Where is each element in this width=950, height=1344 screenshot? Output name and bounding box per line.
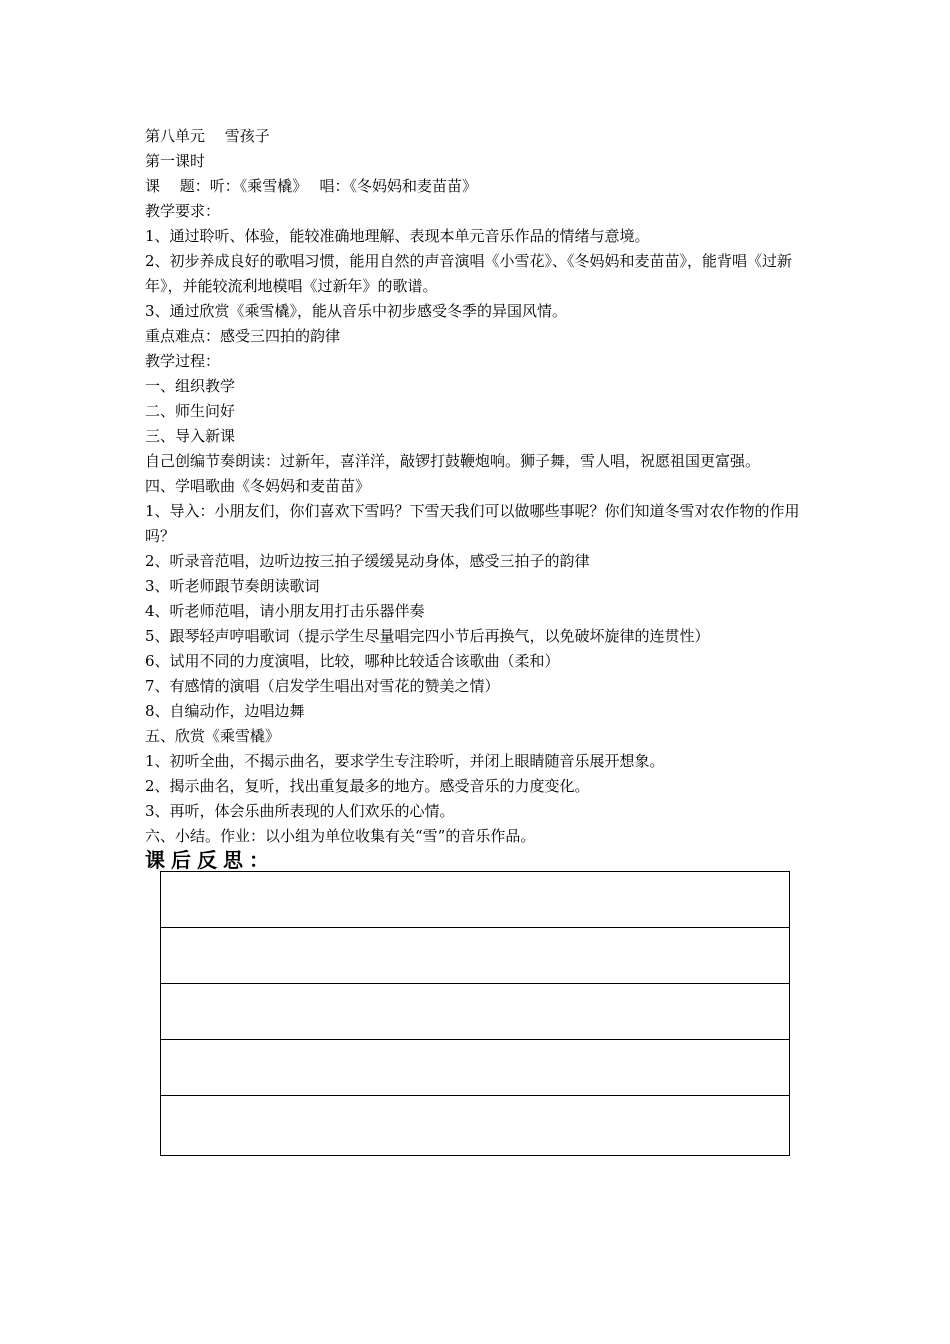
requirement-item: 1、通过聆听、体验，能较准确地理解、表现本单元音乐作品的情绪与意境。 bbox=[145, 227, 650, 245]
reflection-row bbox=[161, 872, 790, 928]
song-step-item: 3、听老师跟节奏朗读歌词 bbox=[145, 577, 320, 595]
song-step-item: 8、自编动作，边唱边舞 bbox=[145, 702, 305, 720]
reflection-row bbox=[161, 928, 790, 984]
song-step-item: 6、试用不同的力度演唱，比较，哪种比较适合该歌曲（柔和） bbox=[145, 652, 560, 670]
listening-step-item: 1、初听全曲，不揭示曲名，要求学生专注聆听，并闭上眼睛随音乐展开想象。 bbox=[145, 752, 665, 770]
process-step: 三、导入新课 bbox=[145, 427, 236, 445]
process-step: 二、师生问好 bbox=[145, 402, 236, 420]
song-step-item: 1、导入：小朋友们，你们喜欢下雪吗？下雪天我们可以做哪些事呢？你们知道冬雪对农作物的作用吗？ bbox=[145, 502, 800, 545]
listening-step-item: 2、揭示曲名，复听，找出重复最多的地方。感受音乐的力度变化。 bbox=[145, 777, 590, 795]
reflection-row bbox=[161, 984, 790, 1040]
key-difficulty: 重点难点：感受三四拍的韵律 bbox=[145, 327, 341, 345]
reflection-cell[interactable] bbox=[161, 872, 790, 928]
song-step-item: 4、听老师范唱，请小朋友用打击乐器伴奏 bbox=[145, 602, 425, 620]
song-step-item: 5、跟琴轻声哼唱歌词（提示学生尽量唱完四小节后再换气，以免破坏旋律的连贯性） bbox=[145, 627, 710, 645]
lesson-number: 第一课时 bbox=[145, 152, 206, 170]
unit-title: 第八单元 雪孩子 bbox=[145, 127, 270, 145]
reflection-row bbox=[161, 1040, 790, 1096]
requirement-item: 2、初步养成良好的歌唱习惯，能用自然的声音演唱《小雪花》、《冬妈妈和麦苗苗》，能背唱《过新年》，并能较流利地模唱《过新年》的歌谱。 bbox=[145, 252, 793, 295]
reflection-table bbox=[160, 871, 790, 1156]
section-heading-requirements: 教学要求： bbox=[145, 202, 221, 220]
reflection-cell[interactable] bbox=[161, 928, 790, 984]
process-step: 一、组织教学 bbox=[145, 377, 236, 395]
reflection-row bbox=[161, 1096, 790, 1156]
song-step-item: 2、听录音范唱，边听边按三拍子缓缓晃动身体，感受三拍子的韵律 bbox=[145, 552, 590, 570]
reflection-cell[interactable] bbox=[161, 1096, 790, 1156]
listening-step-item: 3、再听，体会乐曲所表现的人们欢乐的心情。 bbox=[145, 802, 455, 820]
reflection-title: 课后反思： bbox=[145, 848, 275, 872]
process-step: 五、欣赏《乘雪橇》 bbox=[145, 727, 281, 745]
section-heading-process: 教学过程： bbox=[145, 352, 221, 370]
lesson-plan-body bbox=[145, 124, 815, 849]
rhythm-reading-text: 自己创编节奏朗读：过新年，喜洋洋，敲锣打鼓鞭炮响。狮子舞，雪人唱，祝愿祖国更富强。 bbox=[145, 452, 761, 470]
song-step-item: 7、有感情的演唱（启发学生唱出对雪花的赞美之情） bbox=[145, 677, 500, 695]
reflection-cell[interactable] bbox=[161, 984, 790, 1040]
process-step: 四、学唱歌曲《冬妈妈和麦苗苗》 bbox=[145, 477, 371, 495]
reflection-cell[interactable] bbox=[161, 1040, 790, 1096]
requirement-item: 3、通过欣赏《乘雪橇》，能从音乐中初步感受冬季的异国风情。 bbox=[145, 302, 568, 320]
summary-homework: 六、小结。作业：以小组为单位收集有关“雪”的音乐作品。 bbox=[145, 827, 536, 845]
lesson-topic: 课 题：听：《乘雪橇》 唱：《冬妈妈和麦苗苗》 bbox=[145, 177, 478, 195]
